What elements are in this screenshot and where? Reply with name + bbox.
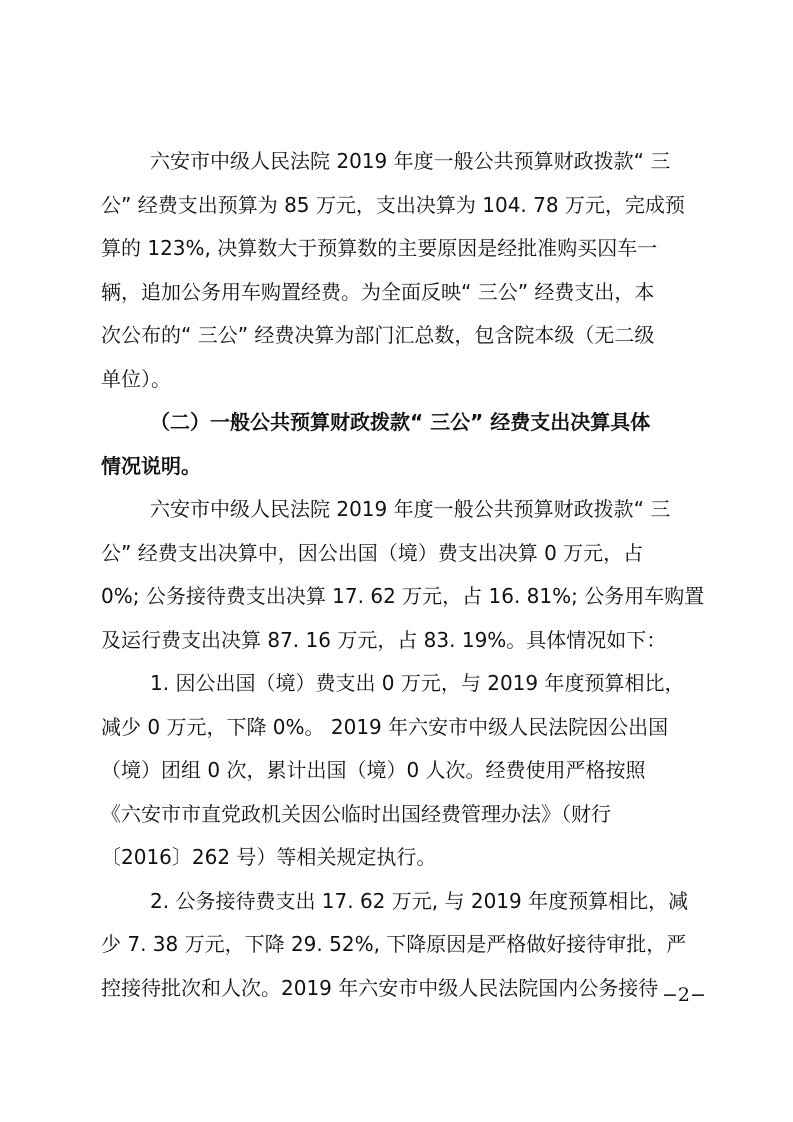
- paragraph-line: 《六安市市直党政机关因公临时出国经费管理办法》（财行: [101, 802, 611, 826]
- paragraph-line: 控接待批次和人次。2019 年六安市中级人民法院国内公务接待: [101, 976, 659, 1000]
- paragraph-line: 六安市中级人民法院 2019 年度一般公共预算财政拨款“ 三: [150, 497, 671, 521]
- paragraph-line: 公” 经费支出预算为 85 万元，支出决算为 104. 78 万元，完成预: [101, 193, 685, 217]
- paragraph-line: 〔2016〕262 号）等相关规定执行。: [101, 845, 437, 869]
- paragraph-line: 单位）。: [101, 367, 171, 391]
- paragraph-line: 0%; 公务接待费支出决算 17. 62 万元，占 16. 81%; 公务用车购置: [101, 584, 705, 608]
- paragraph-line: 减少 0 万元，下降 0%。 2019 年六安市中级人民法院因公出国: [101, 715, 669, 739]
- paragraph-line: 次公布的“ 三公” 经费决算为部门汇总数，包含院本级（无二级: [101, 323, 655, 347]
- paragraph-line: 公” 经费支出决算中，因公出国（境）费支出决算 0 万元，占: [101, 541, 644, 565]
- paragraph-line: 六安市中级人民法院 2019 年度一般公共预算财政拨款“ 三: [150, 149, 671, 173]
- paragraph-line: 少 7. 38 万元，下降 29. 52%, 下降原因是严格做好接待审批，严: [101, 932, 687, 956]
- paragraph-line: 2. 公务接待费支出 17. 62 万元, 与 2019 年度预算相比，减: [150, 889, 689, 913]
- paragraph-line: 及运行费支出决算 87. 16 万元，占 83. 19%。具体情况如下：: [101, 628, 667, 652]
- paragraph-line: 算的 123%, 决算数大于预算数的主要原因是经批准购买囚车一: [101, 236, 658, 260]
- page-number: −2−: [662, 984, 706, 1006]
- section-heading: 情况说明。: [101, 454, 201, 478]
- paragraph-line: 辆，追加公务用车购置经费。为全面反映“ 三公” 经费支出，本: [101, 280, 655, 304]
- section-heading: （二）一般公共预算财政拨款“ 三公” 经费支出决算具体: [150, 410, 651, 434]
- paragraph-line: 1. 因公出国（境）费支出 0 万元，与 2019 年度预算相比，: [150, 671, 685, 695]
- paragraph-line: （境）团组 0 次，累计出国（境）0 人次。经费使用严格按照: [101, 758, 646, 782]
